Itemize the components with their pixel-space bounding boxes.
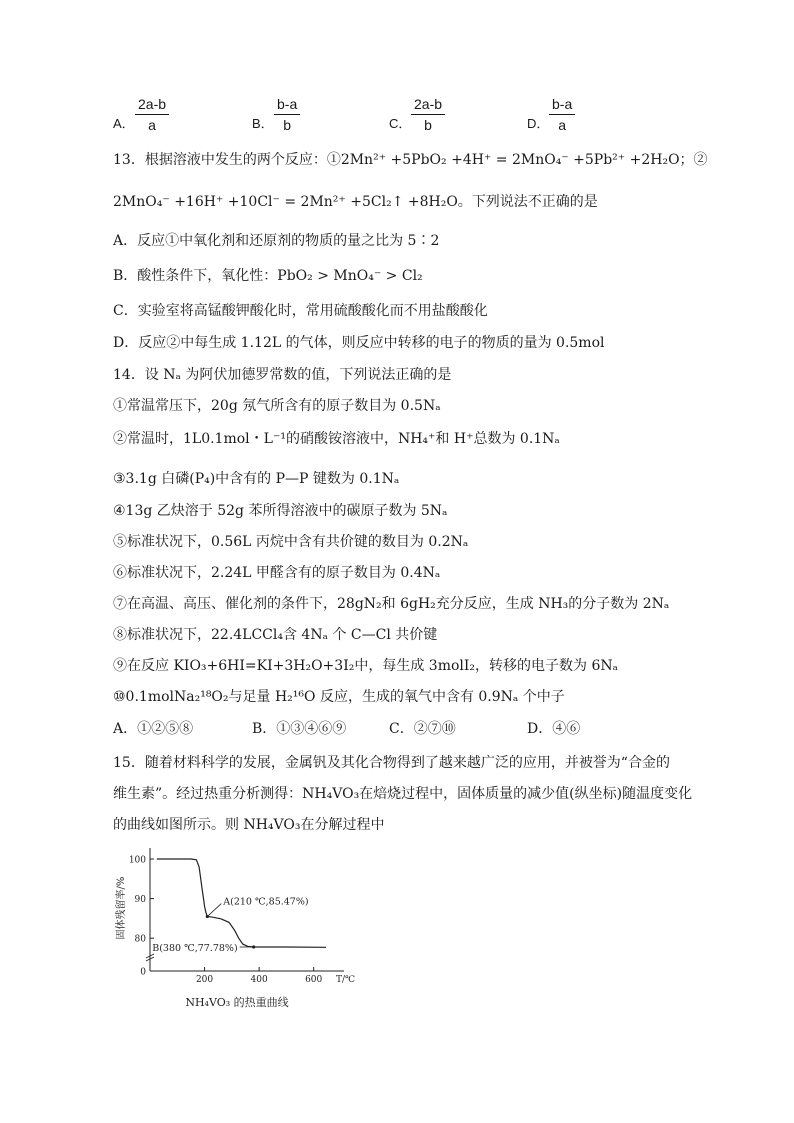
- q12-option-c-numerator: 2a-b: [411, 96, 445, 115]
- q12-option-b-fraction: [274, 96, 300, 133]
- chart-y-tick-label: 100: [128, 855, 146, 866]
- chart-annotation-leader: [207, 904, 221, 917]
- chart-x-tick-label: 400: [250, 975, 268, 985]
- q12-option-a-denominator: a: [148, 117, 156, 133]
- tga-chart: [112, 840, 362, 1015]
- chart-y-tick-label: 80: [134, 934, 146, 945]
- q14-item-5: ⑤标准状况下，0.56L 丙烷中含有共价键的数目为 0.2Nₐ: [113, 534, 469, 550]
- q15-stem-line-2: 维生素”。经过热重分析测得：NH₄VO₃在焙烧过程中，固体质量的减少值(纵坐标)随温度变化: [113, 786, 693, 802]
- q12-option-c-fraction: [411, 96, 445, 133]
- q13-option-c: C．实验室将高锰酸钾酸化时，常用硫酸酸化而不用盐酸酸化: [113, 303, 488, 319]
- q12-option-b-numerator: b-a: [274, 96, 300, 115]
- chart-caption: NH₄VO₃ 的热重曲线: [185, 996, 289, 1009]
- q12-option-d-fraction: [549, 96, 575, 133]
- q15-stem-line-1: 15．随着材料科学的发展，金属钒及其化合物得到了越来越广泛的应用，并被誉为“合金的: [113, 755, 670, 771]
- q12-option-b-label: B．: [252, 116, 274, 131]
- chart-annotation-point: [252, 945, 255, 948]
- q13-option-b: B．酸性条件下，氧化性：PbO₂ > MnO₄⁻ > Cl₂: [113, 268, 423, 284]
- q14-item-7: ⑦在高温、高压、催化剂的条件下，28gN₂和 6gH₂充分反应，生成 NH₃的分子数为 2Nₐ: [113, 596, 670, 612]
- q12-option-d-numerator: b-a: [549, 96, 575, 115]
- chart-y-tick-label: 0: [140, 967, 146, 978]
- q12-option-a-numerator: 2a-b: [135, 96, 169, 115]
- q12-option-c-denominator: b: [424, 117, 432, 133]
- q14-item-10: ⑩0.1molNa₂¹⁸O₂与足量 H₂¹⁶O 反应，生成的氧气中含有 0.9Nₐ 个中子: [113, 689, 565, 705]
- q12-option-d-label: D．: [527, 116, 550, 131]
- chart-x-tick-label: 200: [195, 975, 214, 985]
- chart-annotation-point: [206, 915, 209, 918]
- q13-stem-line-2: 2MnO₄⁻ +16H⁺ +10Cl⁻ = 2Mn²⁺ +5Cl₂↑ +8H₂O。下列说法不正确的是: [113, 194, 598, 210]
- q13-stem-line-1: 13．根据溶液中发生的两个反应：①2Mn²⁺ +5PbO₂ +4H⁺ = 2MnO₄⁻ +5Pb²⁺ +2H₂O；②: [113, 152, 708, 168]
- q14-item-3: ③3.1g 白磷(P₄)中含有的 P—P 键数为 0.1Nₐ: [113, 471, 400, 487]
- chart-x-tick-label: 600: [305, 975, 323, 985]
- q14-item-2: ②常温时，1L0.1mol・L⁻¹的硝酸铵溶液中，NH₄⁺和 H⁺总数为 0.1Nₐ: [113, 431, 560, 447]
- q14-stem: 14．设 Nₐ 为阿伏加德罗常数的值，下列说法正确的是: [113, 367, 452, 383]
- q13-option-a: A．反应①中氧化剂和还原剂的物质的量之比为 5∶2: [113, 233, 440, 249]
- chart-x-axis-label: T/℃: [336, 975, 356, 985]
- chart-y-tick-label: 90: [134, 895, 146, 906]
- q14-option-d: D．④⑥: [527, 721, 581, 737]
- chart-y-axis-label: 固体残留率/%: [116, 876, 127, 940]
- q14-option-c: C．②⑦⑩: [389, 721, 456, 737]
- q15-stem-line-3: 的曲线如图所示。则 NH₄VO₃在分解过程中: [113, 817, 385, 833]
- q13-option-d: D．反应②中每生成 1.12L 的气体，则反应中转移的电子的物质的量为 0.5mol: [113, 335, 605, 351]
- chart-annotation-label: A(210 ℃,85.47%): [223, 896, 309, 908]
- q14-option-b: B．①③④⑥⑨: [252, 721, 347, 737]
- q12-option-a-fraction: [135, 96, 169, 133]
- q14-item-8: ⑧标准状况下，22.4LCCl₄含 4Nₐ 个 C—Cl 共价键: [113, 627, 438, 643]
- q12-option-a-label: A．: [113, 116, 135, 131]
- tga-chart-svg: [112, 840, 362, 1015]
- q14-option-a: A．①②⑤⑧: [113, 721, 194, 737]
- q12-option-c-label: C．: [389, 116, 412, 131]
- q14-item-9: ⑨在反应 KIO₃+6HI=KI+3H₂O+3I₂中，每生成 3molI₂，转移的电子数为 6Nₐ: [113, 658, 619, 674]
- q12-option-b-denominator: b: [283, 117, 292, 133]
- q14-item-6: ⑥标准状况下，2.24L 甲醛含有的原子数目为 0.4Nₐ: [113, 565, 441, 581]
- q14-item-4: ④13g 乙炔溶于 52g 苯所得溶液中的碳原子数为 5Nₐ: [113, 503, 448, 519]
- chart-annotation-label: B(380 ℃,77.78%): [152, 942, 238, 954]
- q14-item-1: ①常温常压下，20g 氖气所含有的原子数目为 0.5Nₐ: [113, 398, 441, 414]
- q12-option-d-denominator: a: [558, 117, 567, 133]
